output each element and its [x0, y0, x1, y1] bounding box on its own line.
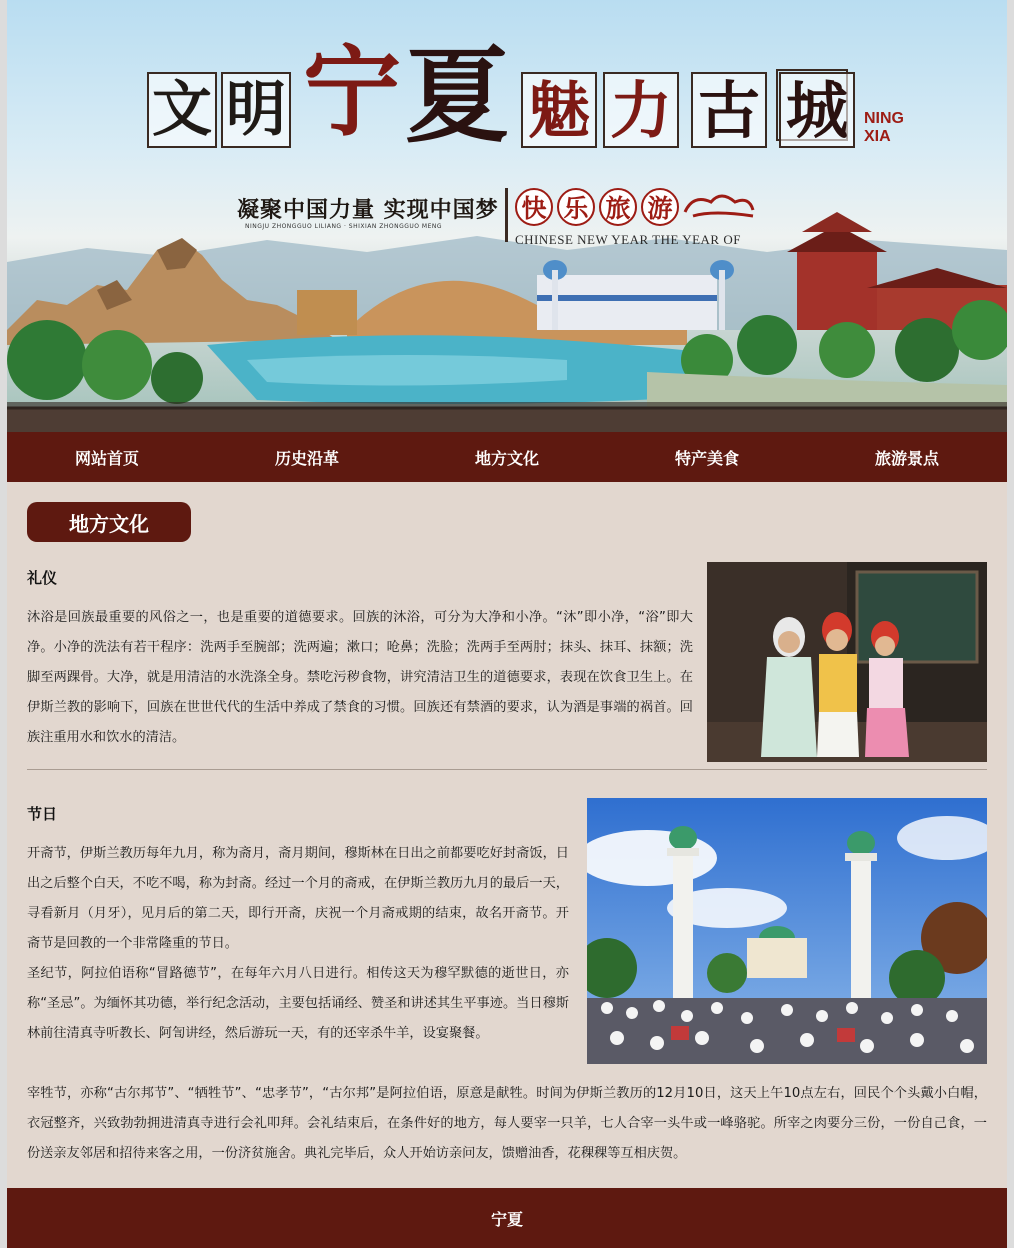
nav-item-history[interactable]: 历史沿革: [274, 448, 339, 468]
festival-text-2: 圣纪节，阿拉伯语称“冒路德节”，在每年六月八日进行。相传这天为穆罕默德的逝世日，亦称“圣忌”。为缅怀其功德，举行纪念活动，主要包括诵经、赞圣和讲述其生平事迹。当日穆斯林前往清真寺听教长、阿訇讲经，然后游玩一天，有的还宰杀牛羊，设宴聚餐。: [27, 966, 569, 1041]
title-char-7: 古: [691, 72, 767, 148]
happy-char-4: 游: [641, 188, 679, 226]
festival-heading: 节日: [27, 805, 58, 823]
section-title: 地方文化: [27, 502, 191, 542]
main-nav: [7, 432, 1007, 482]
slogan: 凝聚中国力量 实现中国梦: [237, 197, 499, 223]
nav-item-attractions[interactable]: 旅游景点: [874, 448, 939, 468]
happy-char-3: 旅: [599, 188, 637, 226]
banner: [7, 0, 1007, 432]
cny-text: CHINESE NEW YEAR THE YEAR OF: [515, 232, 741, 247]
title-char-1: 文: [147, 72, 217, 148]
happy-char-2: 乐: [557, 188, 595, 226]
title-char-4: 夏: [405, 34, 510, 157]
slogan-separator: [505, 188, 508, 242]
title-char-5: 魅: [521, 72, 597, 148]
ningxia-label: NING XIA: [864, 110, 904, 145]
section-divider: [27, 769, 987, 770]
title-char-8: 城: [779, 72, 855, 148]
festival-text-1: 开斋节，伊斯兰教历每年九月，称为斋月，斋月期间，穆斯林在日出之前都要吃好封斋饭，日出之后整个白天，不吃不喝，称为封斋。经过一个月的斋戒，在伊斯兰教历九月的最后一天，寻看新月（月牙），见月后的第二天，即行开斋，庆祝一个月斋戒期的结束，故名开斋节。开斋节是回教的一个非常隆重的节日。: [27, 846, 569, 951]
footer: 宁夏: [7, 1188, 1007, 1248]
festival-photo: [587, 798, 987, 1064]
etiquette-heading: 礼仪: [27, 569, 58, 587]
nav-item-food[interactable]: 特产美食: [674, 448, 739, 468]
etiquette-text: 沐浴是回族最重要的风俗之一，也是重要的道德要求。回族的沐浴，可分为大净和小净。“沐”即小净，“浴”即大净。小净的洗法有若干程序：洗两手至腕部；洗两遍；漱口；呛鼻；洗脸；洗两手至两肘；抹头、抹耳、抹额；洗脚至两踝骨。大净，就是用清洁的水洗涤全身。禁吃污秽食物，讲究清洁卫生的道德要求，表现在饮食卫生上。在伊斯兰教的影响下，回族在世世代代的生活中养成了禁食的习惯。回族还有禁酒的要求，认为酒是事端的祸首。回族注重用水和饮水的清洁。: [27, 610, 693, 745]
title-char-6: 力: [603, 72, 679, 148]
festival-text-3: 宰牲节，亦称“古尔邦节”、“牺牲节”、“忠孝节”，“古尔邦”是阿拉伯语，原意是献牲。时间为伊斯兰教历的12月10日，这天上午10点左右，回民个个头戴小白帽，衣冠整齐，兴致勃勃拥进清真寺进行会礼叩拜。会礼结束后，在条件好的地方，每人要宰一只羊，七人合宰一头牛或一峰骆驼。所宰之肉要分三份，一份自己食，一份送亲友邻居和招待来客之用，一份济贫施舍。典礼完毕后，众人开始访亲问友，馈赠油香，花稞稞等互相庆贺。: [27, 1086, 987, 1161]
nav-item-home[interactable]: 网站首页: [74, 448, 139, 468]
happy-char-1: 快: [515, 188, 553, 226]
page: [7, 0, 1007, 1248]
slogan-pinyin: NINGJU ZHONGGUO LILIANG · SHIXIAN ZHONGGUO MENG: [245, 223, 443, 230]
title-char-2: 明: [221, 72, 291, 148]
title-char-3: 宁: [303, 35, 402, 150]
nav-item-culture[interactable]: 地方文化: [474, 448, 539, 468]
etiquette-photo: [707, 562, 987, 762]
